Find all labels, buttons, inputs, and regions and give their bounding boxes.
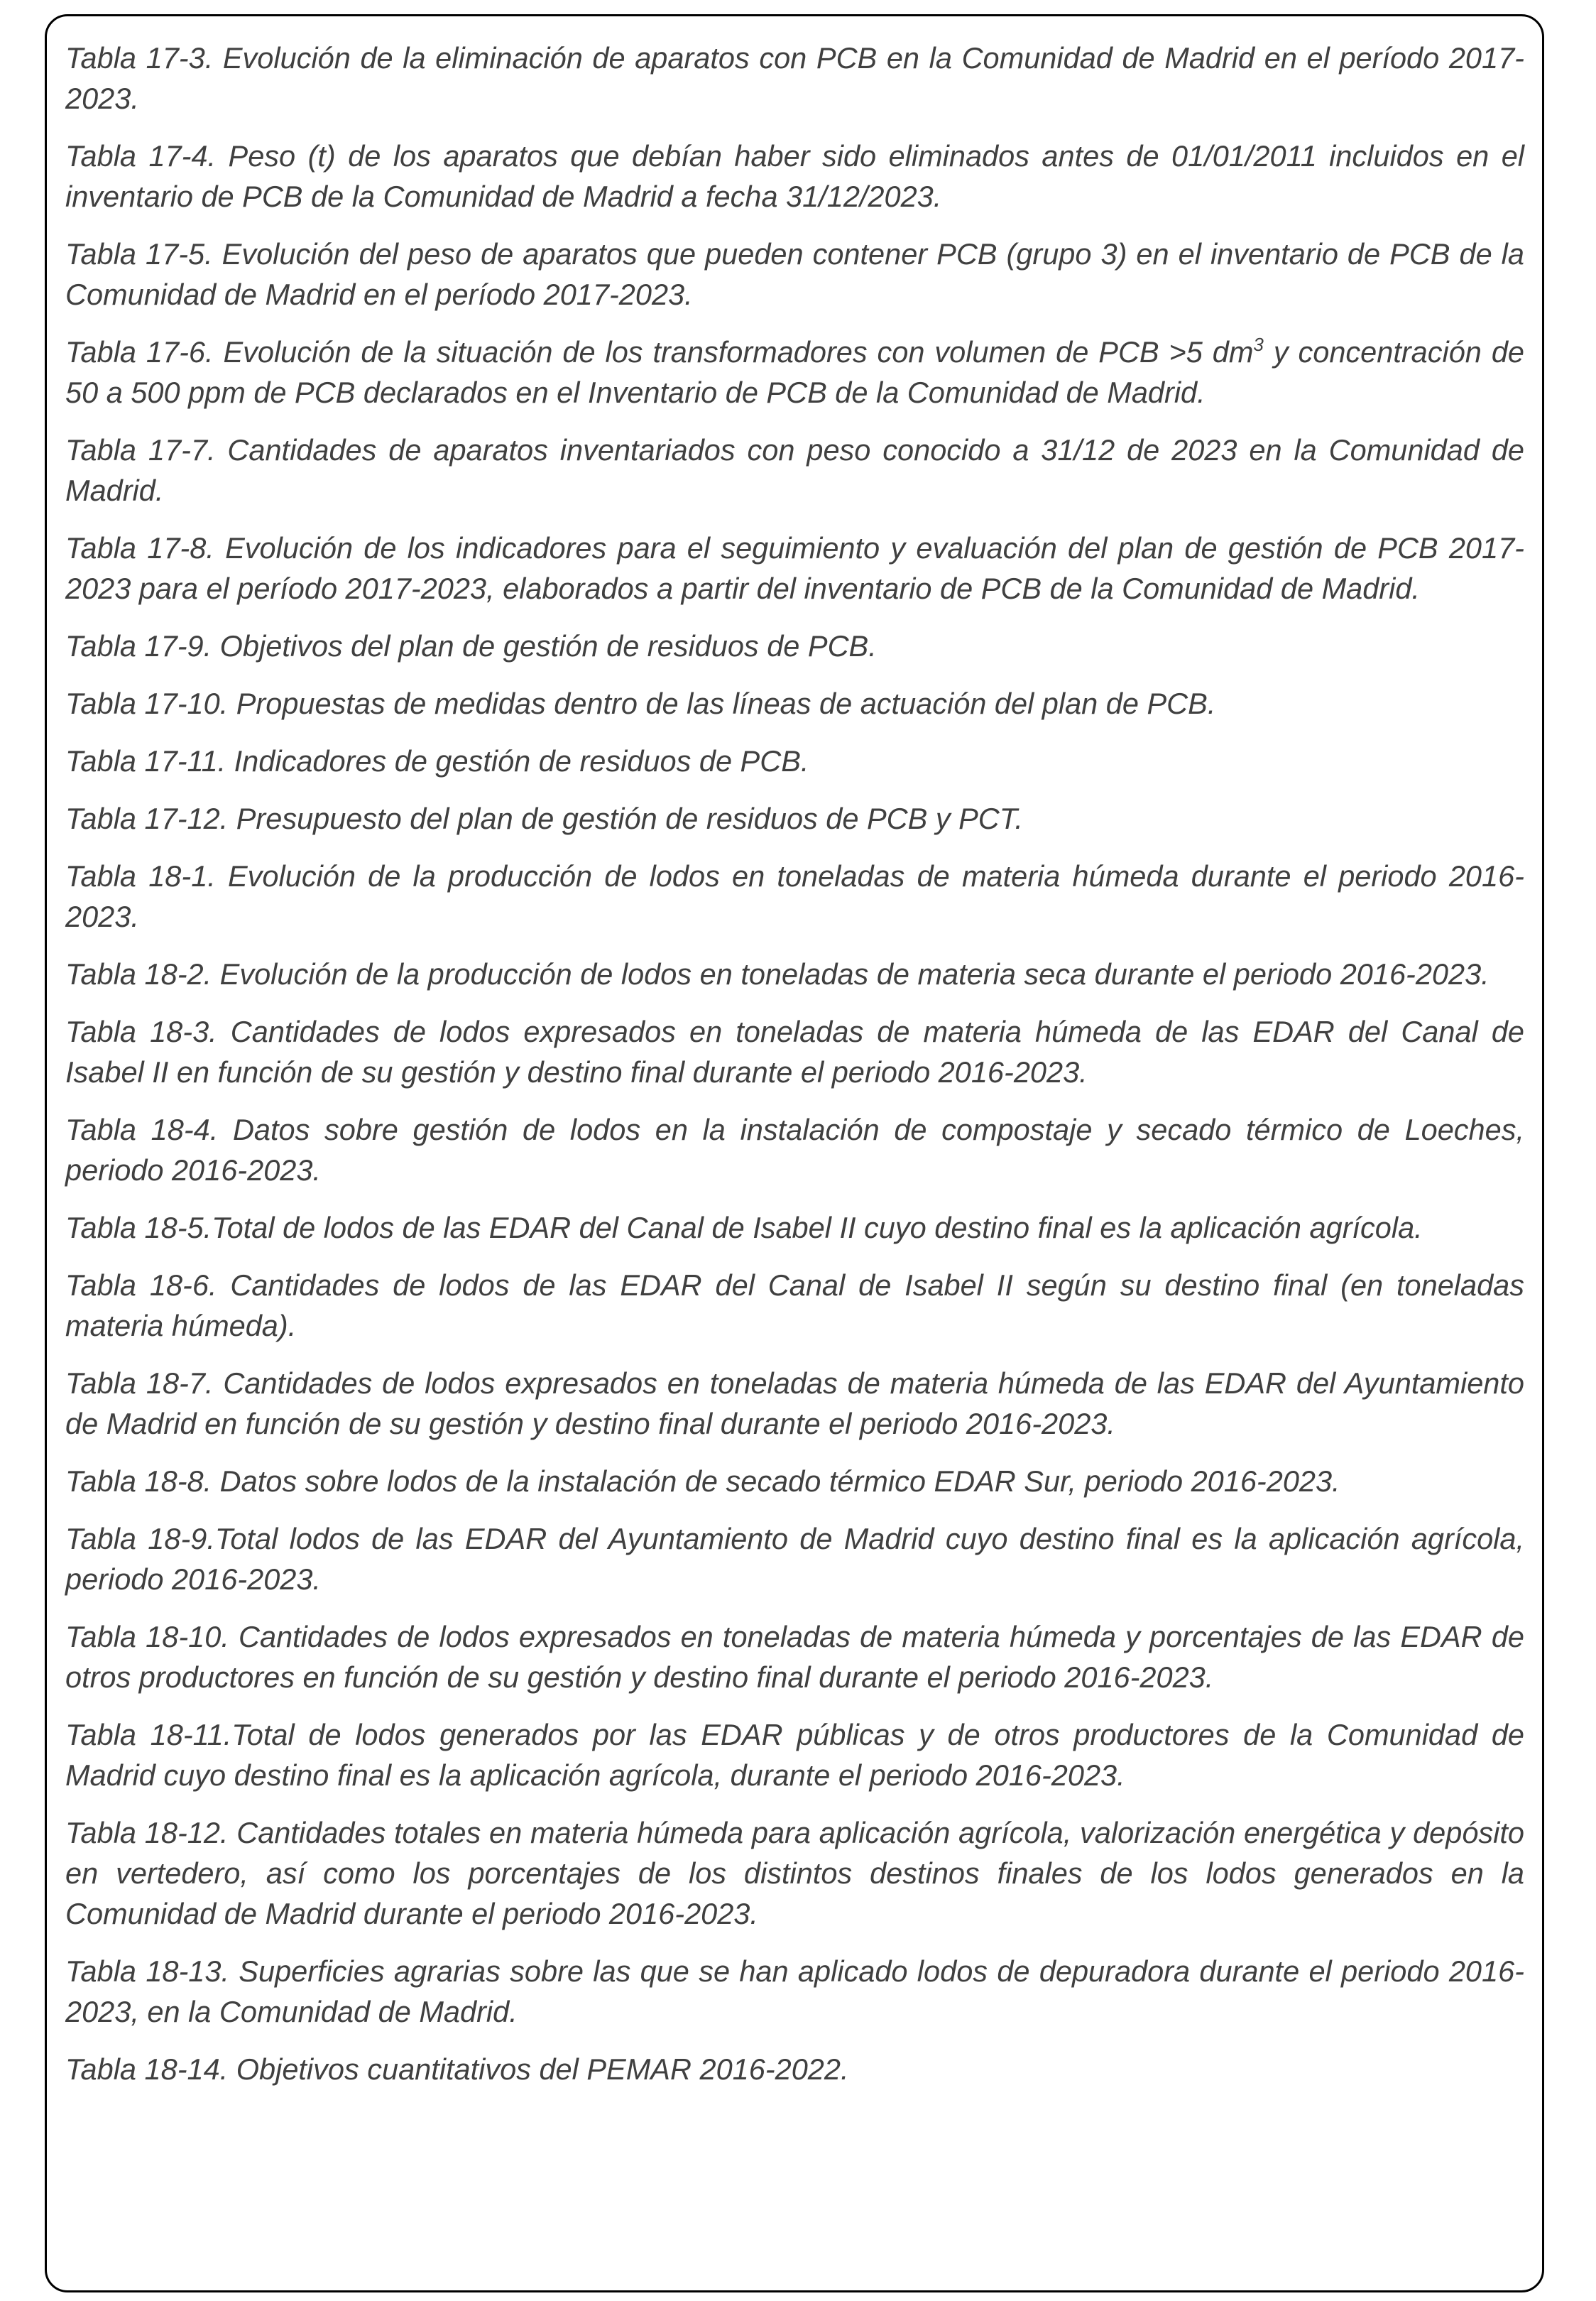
table-of-contents-box: [45, 14, 1544, 2292]
superscript: 3: [1253, 334, 1264, 355]
list-item-tabla-17-4[interactable]: Tabla 17-4. Peso (t) de los aparatos que debían haber sido eliminados antes de 01/01/2011 incluidos en el inventario de PCB de la Comunidad de Madrid a fecha 31/12/2023.: [65, 139, 1524, 213]
list-item-tabla-17-6[interactable]: [65, 332, 1524, 413]
list-item-tabla-17-3[interactable]: Tabla 17-3. Evolución de la eliminación de aparatos con PCB en la Comunidad de Madrid en el período 2017-2023.: [65, 41, 1524, 115]
list-item-tabla-18-8[interactable]: Tabla 18-8. Datos sobre lodos de la instalación de secado térmico EDAR Sur, periodo 2016-2023.: [65, 1464, 1340, 1498]
list-item-tabla-18-10[interactable]: Tabla 18-10. Cantidades de lodos expresados en toneladas de materia húmeda y porcentajes de las EDAR de otros productores en función de su gestión y destino final durante el periodo 2016-2023.: [65, 1620, 1524, 1694]
list-item-tabla-17-11[interactable]: Tabla 17-11. Indicadores de gestión de residuos de PCB.: [65, 744, 809, 778]
list-item-tabla-17-10[interactable]: Tabla 17-10. Propuestas de medidas dentro de las líneas de actuación del plan de PCB.: [65, 687, 1216, 720]
list-item-tabla-18-12[interactable]: Tabla 18-12. Cantidades totales en materia húmeda para aplicación agrícola, valorización energética y depósito en vertedero, así como los porcentajes de los distintos destinos finales de los lodos generados en la Comunidad de Madrid durante el periodo 2016-2023.: [65, 1816, 1524, 1930]
list-item-tabla-18-5[interactable]: Tabla 18-5.Total de lodos de las EDAR del Canal de Isabel II cuyo destino final es la aplicación agrícola.: [65, 1211, 1423, 1244]
list-item-tabla-18-14[interactable]: Tabla 18-14. Objetivos cuantitativos del PEMAR 2016-2022.: [65, 2052, 849, 2086]
list-item-tabla-18-7[interactable]: Tabla 18-7. Cantidades de lodos expresados en toneladas de materia húmeda de las EDAR del Ayuntamiento de Madrid en función de su gestión y destino final durante el periodo 2016-2023.: [65, 1366, 1524, 1440]
list-item-tabla-18-1[interactable]: Tabla 18-1. Evolución de la producción de lodos en toneladas de materia húmeda durante el periodo 2016-2023.: [65, 859, 1524, 933]
entry-text: Tabla 17-6. Evolución de la situación de los transformadores con volumen de PCB >5 dm: [65, 335, 1254, 369]
list-item-tabla-18-2[interactable]: Tabla 18-2. Evolución de la producción de lodos en toneladas de materia seca durante el periodo 2016-2023.: [65, 957, 1490, 991]
list-item-tabla-17-9[interactable]: Tabla 17-9. Objetivos del plan de gestión de residuos de PCB.: [65, 629, 877, 663]
entry-text: y concentración de 50 a 500 ppm de PCB declarados en el Inventario de PCB de la Comunidad de Madrid.: [65, 335, 1524, 409]
list-item-tabla-17-8[interactable]: Tabla 17-8. Evolución de los indicadores para el seguimiento y evaluación del plan de gestión de PCB 2017-2023 para el período 2017-2023, elaborados a partir del inventario de PCB de la Comunidad de Madrid.: [65, 531, 1524, 605]
list-item-tabla-17-5[interactable]: Tabla 17-5. Evolución del peso de aparatos que pueden contener PCB (grupo 3) en el inventario de PCB de la Comunidad de Madrid en el período 2017-2023.: [65, 237, 1524, 311]
list-item-tabla-17-7[interactable]: Tabla 17-7. Cantidades de aparatos inventariados con peso conocido a 31/12 de 2023 en la Comunidad de Madrid.: [65, 433, 1524, 507]
list-item-tabla-18-9[interactable]: Tabla 18-9.Total lodos de las EDAR del Ayuntamiento de Madrid cuyo destino final es la aplicación agrícola, periodo 2016-2023.: [65, 1522, 1524, 1596]
list-item-tabla-18-4[interactable]: Tabla 18-4. Datos sobre gestión de lodos en la instalación de compostaje y secado térmico de Loeches, periodo 2016-2023.: [65, 1113, 1524, 1187]
list-item-tabla-18-13[interactable]: Tabla 18-13. Superficies agrarias sobre las que se han aplicado lodos de depuradora durante el periodo 2016-2023, en la Comunidad de Madrid.: [65, 1954, 1524, 2028]
list-item-tabla-17-12[interactable]: Tabla 17-12. Presupuesto del plan de gestión de residuos de PCB y PCT.: [65, 802, 1023, 835]
list-item-tabla-18-6[interactable]: Tabla 18-6. Cantidades de lodos de las EDAR del Canal de Isabel II según su destino final (en toneladas materia húmeda).: [65, 1268, 1524, 1342]
list-item-tabla-18-3[interactable]: Tabla 18-3. Cantidades de lodos expresados en toneladas de materia húmeda de las EDAR del Canal de Isabel II en función de su gestión y destino final durante el periodo 2016-2023.: [65, 1015, 1524, 1089]
list-item-tabla-18-11[interactable]: Tabla 18-11.Total de lodos generados por las EDAR públicas y de otros productores de la Comunidad de Madrid cuyo destino final es la aplicación agrícola, durante el periodo 2016-2023.: [65, 1718, 1524, 1792]
table-list: [65, 38, 1524, 2089]
